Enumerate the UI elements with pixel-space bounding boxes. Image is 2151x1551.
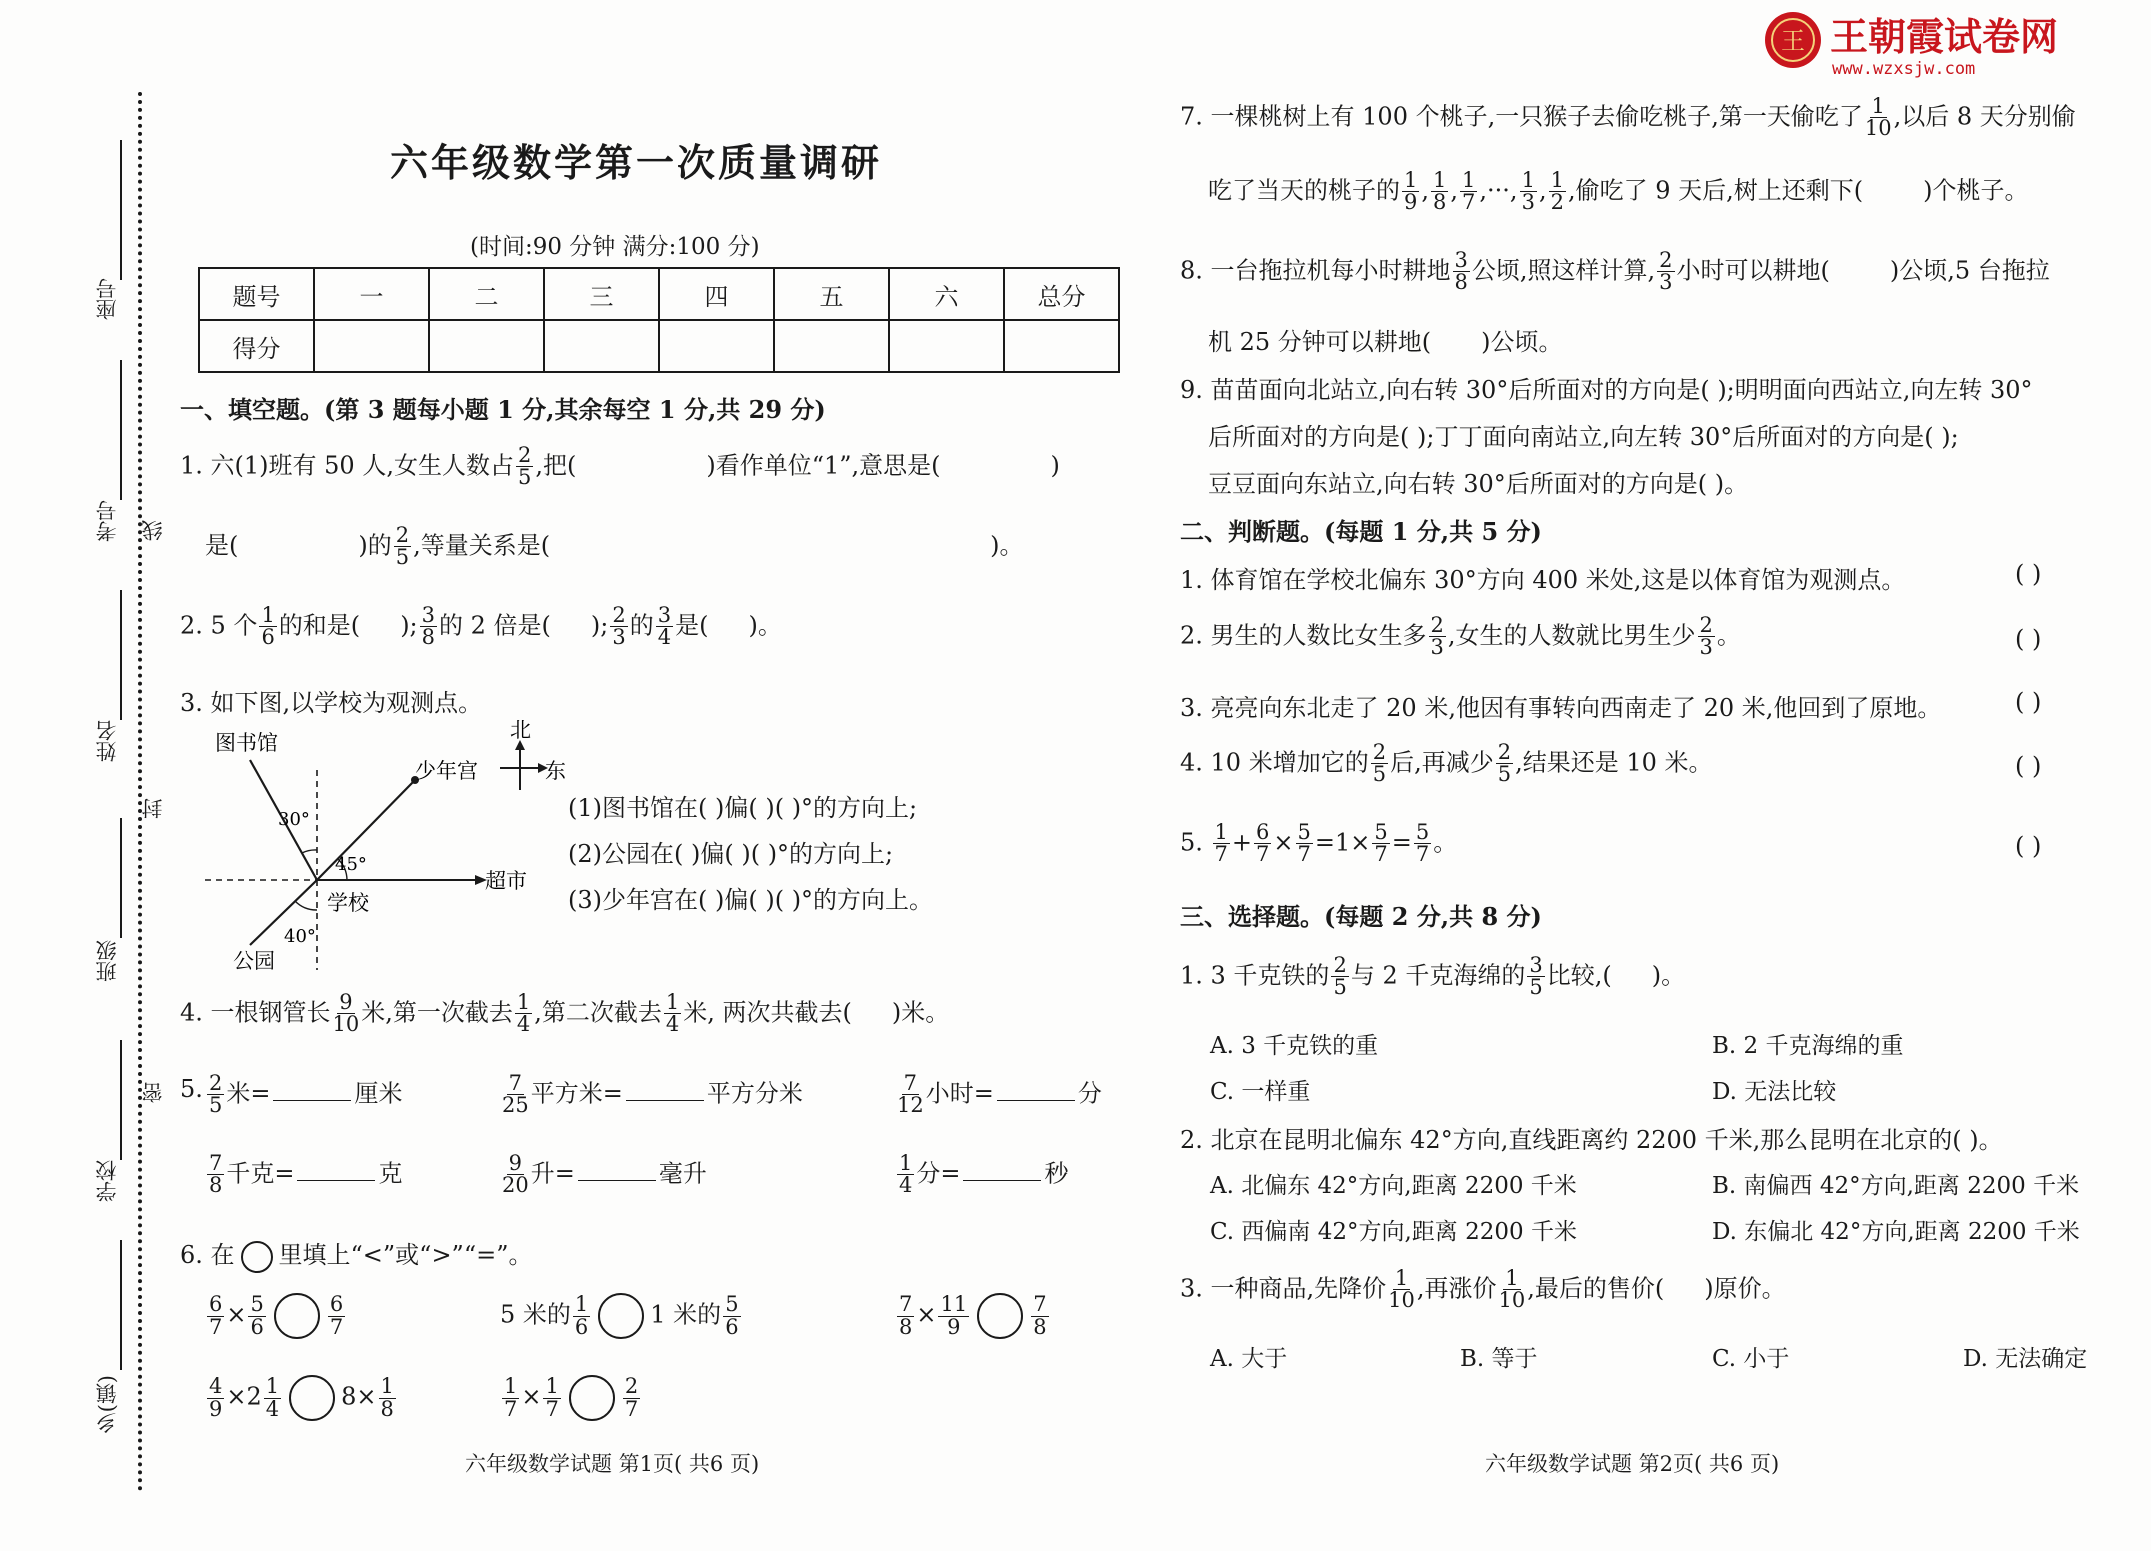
label-school: 学校 bbox=[327, 891, 369, 915]
label-name: 姓名 bbox=[95, 720, 119, 762]
direction-diagram bbox=[195, 720, 575, 980]
label-school: 学校 bbox=[95, 1160, 119, 1202]
q3-part-1: (1)图书馆在( )偏( )( )°的方向上; bbox=[568, 794, 918, 822]
circle-icon bbox=[241, 1241, 273, 1273]
fraction-1-4: $\frac{1}{4}$ bbox=[899, 1151, 913, 1198]
choice-1-option-c[interactable]: C. 一样重 bbox=[1210, 1079, 1311, 1105]
q5-item-3: $\frac{7}{12}$ 小时= 分 bbox=[897, 1071, 1102, 1118]
question-1-line-2 bbox=[205, 525, 1024, 569]
binding-line-school bbox=[120, 1040, 122, 1160]
answer-blank[interactable] bbox=[626, 1100, 704, 1101]
label-market: 超市 bbox=[485, 869, 527, 893]
mark-line: 线 bbox=[141, 520, 165, 541]
choice-1-option-d[interactable]: D. 无法比较 bbox=[1712, 1079, 1837, 1105]
score-cell[interactable] bbox=[314, 320, 429, 372]
angle-40: 40° bbox=[284, 926, 316, 947]
binding-line-class bbox=[120, 818, 122, 938]
compare-circle[interactable] bbox=[569, 1375, 615, 1421]
q6-item-3: $\frac{7}{8}$ × $\frac{11}{9}$ $\frac{7}{8}$ bbox=[899, 1292, 1047, 1339]
judge-3: 3. 亮亮向东北走了 20 米,他因有事转向西南走了 20 米,他回到了原地。 bbox=[1180, 694, 1942, 722]
fraction-7-8: $\frac{7}{8}$ bbox=[209, 1151, 223, 1198]
logo-url: www.wzxsjw.com bbox=[1832, 59, 1976, 78]
score-header-cell: 四 bbox=[659, 268, 774, 320]
q3-part-3: (3)少年宫在( )偏( )( )°的方向上。 bbox=[568, 886, 934, 914]
logo-badge: 王 bbox=[1781, 27, 1805, 55]
answer-blank[interactable] bbox=[963, 1180, 1041, 1181]
q5-item-6: $\frac{1}{4}$ 分= 秒 bbox=[899, 1151, 1069, 1198]
section-1-heading: 一、填空题。(第 3 题每小题 1 分,其余每空 1 分,共 29 分) bbox=[180, 395, 826, 424]
choice-1-option-a[interactable]: A. 3 千克铁的重 bbox=[1210, 1033, 1379, 1059]
label-library: 图书馆 bbox=[215, 731, 278, 755]
question-8-line-1: 8. 一台拖拉机每小时耕地 $\frac{3}{8}$ 公顷,照这样计算, $\frac{2}{3}$ 小时可以耕地( )公顷,5 台拖拉 bbox=[1180, 248, 2050, 295]
score-cell[interactable] bbox=[1004, 320, 1119, 372]
page-2-footer: 六年级数学试题 第2页( 共6 页) bbox=[1485, 1452, 1780, 1476]
question-9-line-3: 豆豆面向东站立,向右转 30°后所面对的方向是( )。 bbox=[1208, 470, 1749, 498]
question-9-line-1: 9. 苗苗面向北站立,向右转 30°后所面对的方向是( );明明面向西站立,向左转 30° bbox=[1180, 376, 2033, 404]
choice-2-option-b[interactable]: B. 南偏西 42°方向,距离 2200 千米 bbox=[1712, 1173, 2080, 1199]
q5-item-1: $\frac{2}{5}$ 米= 厘米 bbox=[209, 1071, 403, 1118]
page-title: 六年级数学第一次质量调研 bbox=[390, 140, 883, 185]
angle-45: 45° bbox=[335, 854, 367, 875]
score-header-cell: 五 bbox=[774, 268, 889, 320]
score-header-cell: 题号 bbox=[199, 268, 314, 320]
question-7-line-2: 吃了当天的桃子的 $\frac{1}{9}$ , $\frac{1}{8}$ , $\frac{1}{7}$ ,···, $\frac{1}{3}$ , $\frac{1}{2}$ ,偷吃了 9 天后,树上还剩下( )个桃子。 bbox=[1208, 168, 2029, 215]
score-cell[interactable] bbox=[889, 320, 1004, 372]
score-cell[interactable] bbox=[659, 320, 774, 372]
choice-2-option-d[interactable]: D. 东偏北 42°方向,距离 2200 千米 bbox=[1712, 1219, 2080, 1245]
choice-1-option-b[interactable]: B. 2 千克海绵的重 bbox=[1712, 1033, 1904, 1059]
fraction-2-3: $\frac{2}{3}$ bbox=[612, 603, 626, 650]
judge-answer[interactable]: ( ) bbox=[2015, 832, 2042, 860]
label-town: 乡(镇) bbox=[95, 1375, 119, 1434]
score-table bbox=[198, 267, 1120, 373]
question-2: 2. 5 个 $\frac{1}{6}$ 的和是( ); $\frac{3}{8}$ 的 2 倍是( ); $\frac{2}{3}$ 的 $\frac{3}{4}$ 是( )。 bbox=[180, 603, 782, 650]
binding-dotted-line bbox=[138, 92, 142, 1492]
choice-3-option-c[interactable]: C. 小于 bbox=[1712, 1346, 1790, 1372]
fraction-2-5: $\frac{2}{5}$ bbox=[517, 443, 532, 490]
binding-line-seat bbox=[120, 140, 122, 280]
fraction-2-5: $\frac{2}{5}$ bbox=[395, 523, 410, 570]
answer-blank[interactable] bbox=[297, 1180, 375, 1181]
choice-2-option-c[interactable]: C. 西偏南 42°方向,距离 2200 千米 bbox=[1210, 1219, 1577, 1245]
score-header-cell: 总分 bbox=[1004, 268, 1119, 320]
judge-4: 4. 10 米增加它的 $\frac{2}{5}$ 后,再减少 $\frac{2}{5}$ ,结果还是 10 米。 bbox=[1180, 740, 1713, 787]
judge-answer[interactable]: ( ) bbox=[2015, 625, 2042, 653]
question-7-line-1: 7. 一棵桃树上有 100 个桃子,一只猴子去偷吃桃子,第一天偷吃了 $\frac{1}{10}$ ,以后 8 天分别偷 bbox=[1180, 94, 2076, 141]
section-3-heading: 三、选择题。(每题 2 分,共 8 分) bbox=[1180, 902, 1542, 931]
compare-circle[interactable] bbox=[274, 1293, 320, 1339]
q1-text: ,等量关系是( bbox=[413, 531, 551, 560]
judge-answer[interactable]: ( ) bbox=[2015, 688, 2042, 716]
choice-2-option-a[interactable]: A. 北偏东 42°方向,距离 2200 千米 bbox=[1210, 1173, 1577, 1199]
binding-line-exam bbox=[120, 360, 122, 500]
fraction-9-20: $\frac{9}{20}$ bbox=[502, 1151, 529, 1198]
question-1-line-1 bbox=[180, 445, 1060, 489]
score-table-header-row bbox=[199, 268, 1119, 320]
q6-item-2: 5 米的 $\frac{1}{6}$ 1 米的 $\frac{5}{6}$ bbox=[500, 1292, 739, 1339]
q1-text: 1. 六(1)班有 50 人,女生人数占 bbox=[180, 451, 514, 480]
binding-line-town bbox=[120, 1240, 122, 1370]
judge-answer[interactable]: ( ) bbox=[2015, 752, 2042, 780]
score-cell[interactable] bbox=[429, 320, 544, 372]
answer-blank[interactable] bbox=[273, 1100, 351, 1101]
q6-item-1: $\frac{6}{7}$ × $\frac{5}{6}$ $\frac{6}{7}$ bbox=[209, 1292, 344, 1339]
binding-line-name bbox=[120, 590, 122, 720]
fraction-3-8: $\frac{3}{8}$ bbox=[421, 603, 436, 650]
compare-circle[interactable] bbox=[598, 1293, 644, 1339]
q3-part-2: (2)公园在( )偏( )( )°的方向上; bbox=[568, 840, 894, 868]
judge-answer[interactable]: ( ) bbox=[2015, 560, 2042, 588]
question-4: 4. 一根钢管长 $\frac{9}{10}$ 米,第一次截去 $\frac{1}{4}$ ,第二次截去 $\frac{1}{4}$ 米, 两次共截去( )米。 bbox=[180, 990, 950, 1037]
label-class: 班级 bbox=[95, 940, 119, 982]
fraction-7-25: $\frac{7}{25}$ bbox=[502, 1071, 529, 1118]
judge-1: 1. 体育馆在学校北偏东 30°方向 400 米处,这是以体育馆为观测点。 bbox=[1180, 566, 1906, 594]
choice-3-option-a[interactable]: A. 大于 bbox=[1210, 1346, 1288, 1372]
q1-text: )。 bbox=[990, 531, 1024, 560]
mark-secret: 密 bbox=[141, 1082, 165, 1103]
score-cell[interactable] bbox=[774, 320, 889, 372]
page-1-footer: 六年级数学试题 第1页( 共6 页) bbox=[465, 1452, 760, 1476]
q6-item-5: $\frac{1}{7}$ × $\frac{1}{7}$ $\frac{2}{7}$ bbox=[504, 1374, 639, 1421]
compass-east: 东 bbox=[545, 759, 566, 783]
q5-item-2: $\frac{7}{25}$ 平方米= 平方分米 bbox=[502, 1071, 803, 1118]
score-row-label: 得分 bbox=[199, 320, 314, 372]
question-9-line-2: 后所面对的方向是( );丁丁面向南站立,向左转 30°后所面对的方向是( ); bbox=[1208, 423, 1959, 451]
logo-graphic bbox=[1760, 8, 2070, 78]
q1-text: )看作单位“1”,意思是( bbox=[706, 451, 941, 480]
fraction-7-12: $\frac{7}{12}$ bbox=[897, 1071, 924, 1118]
label-seat-no: 座号 bbox=[95, 278, 119, 320]
section-2-heading: 二、判断题。(每题 1 分,共 5 分) bbox=[1180, 517, 1542, 546]
q1-text: )的 bbox=[358, 531, 392, 560]
choice-3-option-b[interactable]: B. 等于 bbox=[1460, 1346, 1538, 1372]
choice-3-option-d[interactable]: D. 无法确定 bbox=[1963, 1346, 2088, 1372]
choice-1: 1. 3 千克铁的 $\frac{2}{5}$ 与 2 千克海绵的 $\frac{3}{5}$ 比较,( )。 bbox=[1180, 953, 1686, 1000]
judge-2: 2. 男生的人数比女生多 $\frac{2}{3}$ ,女生的人数就比男生少 $\frac{2}{3}$ 。 bbox=[1180, 613, 1741, 660]
exam-meta: (时间:90 分钟 满分:100 分) bbox=[470, 234, 760, 260]
fraction-1-10: $\frac{1}{10}$ bbox=[1864, 94, 1892, 141]
score-header-cell: 二 bbox=[429, 268, 544, 320]
fraction-2-5: $\frac{2}{5}$ bbox=[209, 1071, 223, 1118]
question-8-line-2: 机 25 分钟可以耕地( )公顷。 bbox=[1208, 328, 1563, 356]
question-6: 6. 在 里填上“<”或“>”“=”。 bbox=[180, 1235, 532, 1273]
fraction-1-4: $\frac{1}{4}$ bbox=[665, 990, 680, 1037]
q6-item-4: $\frac{4}{9}$ ×2 $\frac{1}{4}$ 8× $\frac{1}{8}$ bbox=[209, 1374, 394, 1421]
score-header-cell: 一 bbox=[314, 268, 429, 320]
label-park: 公园 bbox=[233, 949, 275, 973]
answer-blank[interactable] bbox=[997, 1100, 1075, 1101]
q5-number: 5. bbox=[180, 1075, 203, 1103]
q5-item-5: $\frac{9}{20}$ 升= 毫升 bbox=[502, 1151, 707, 1198]
label-palace: 少年宫 bbox=[415, 759, 478, 783]
fraction-3-4: $\frac{3}{4}$ bbox=[657, 603, 672, 650]
angle-30: 30° bbox=[278, 809, 310, 830]
score-header-cell: 三 bbox=[544, 268, 659, 320]
label-exam-no: 考号 bbox=[95, 500, 119, 542]
site-logo bbox=[1760, 8, 2070, 78]
fraction-1-4: $\frac{1}{4}$ bbox=[516, 990, 531, 1037]
choice-2: 2. 北京在昆明北偏东 42°方向,直线距离约 2200 千米,那么昆明在北京的( )。 bbox=[1180, 1126, 2003, 1154]
choice-3: 3. 一种商品,先降价 $\frac{1}{10}$ ,再涨价 $\frac{1}{10}$ ,最后的售价( )原价。 bbox=[1180, 1266, 1786, 1313]
judge-5: 5. $\frac{1}{7}$ + $\frac{6}{7}$ × $\frac{5}{7}$ =1× $\frac{5}{7}$ = $\frac{5}{7}$ 。 bbox=[1180, 820, 1458, 867]
q5-item-4: $\frac{7}{8}$ 千克= 克 bbox=[209, 1151, 403, 1198]
score-header-cell: 六 bbox=[889, 268, 1004, 320]
question-3: 3. 如下图,以学校为观测点。 bbox=[180, 689, 483, 717]
fraction-1-6: $\frac{1}{6}$ bbox=[261, 603, 275, 650]
mark-seal: 封 bbox=[141, 798, 165, 819]
score-cell[interactable] bbox=[544, 320, 659, 372]
compass-north: 北 bbox=[510, 720, 531, 742]
compare-circle[interactable] bbox=[977, 1293, 1023, 1339]
answer-blank[interactable] bbox=[578, 1180, 656, 1181]
logo-name: 王朝霞试卷网 bbox=[1830, 15, 2059, 59]
q1-text: ,把( bbox=[535, 451, 577, 480]
score-table-score-row bbox=[199, 320, 1119, 372]
q1-text: ) bbox=[1050, 451, 1060, 480]
compare-circle[interactable] bbox=[289, 1375, 335, 1421]
q1-text: 是( bbox=[205, 531, 239, 560]
fraction-9-10: $\frac{9}{10}$ bbox=[332, 990, 360, 1037]
